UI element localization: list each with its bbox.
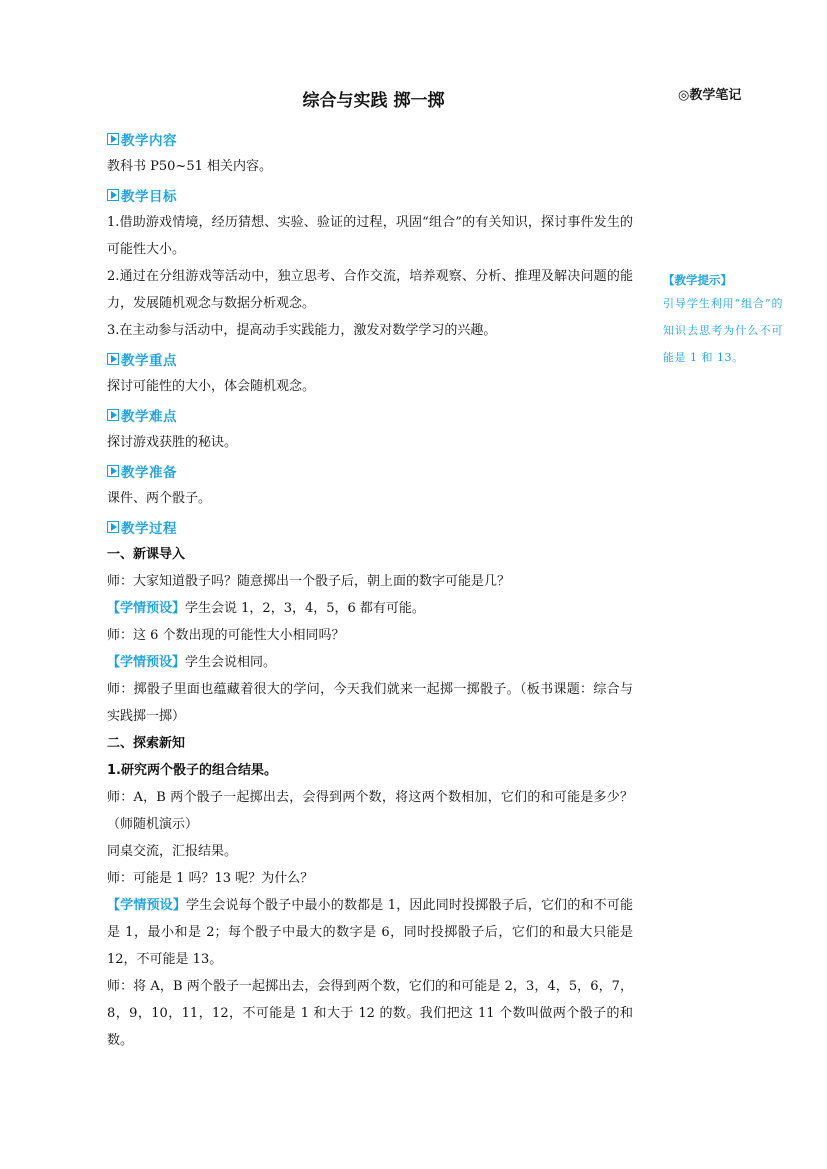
student-prediction-tag: 【学情预设】 xyxy=(107,898,186,913)
section-heading-key-points: 教学重点 xyxy=(107,348,633,370)
teaching-tip-text: 引导学生利用“组合”的知识去思考为什么不可能是 1 和 13。 xyxy=(663,297,783,364)
paragraph: 师：将 A，B 两个骰子一起掷出去，会得到两个数，它们的和可能是 2，3，4，5，6，7，8，9，10，11，12，不可能是 1 和大于 12 的数。我们把这 11 个数叫做两个骰子的和数。 xyxy=(107,979,633,1048)
play-triangle-icon xyxy=(107,409,119,421)
paragraph: 师：可能是 1 吗？13 呢？为什么？ xyxy=(107,871,314,886)
section-heading-process: 教学过程 xyxy=(107,516,633,538)
student-prediction-tag: 【学情预设】 xyxy=(107,601,186,616)
paragraph: 师：A，B 两个骰子一起掷出去，会得到两个数，将这两个数相加，它们的和可能是多少？（师随机演示） xyxy=(107,790,633,832)
section-heading-content: 教学内容 xyxy=(107,128,633,150)
paragraph: 师：这 6 个数出现的可能性大小相同吗？ xyxy=(107,628,345,643)
paragraph: 【学情预设】学生会说每个骰子中最小的数都是 1，因此同时投掷骰子后，它们的和不可能是 1，最小和是 2；每个骰子中最大的数字是 6，同时投掷骰子后，它们的和最大只能是 12，不可能是 13。 xyxy=(107,898,633,967)
goal-item: 3.在主动参与活动中，提高动手实践能力，激发对数学学习的兴趣。 xyxy=(107,323,497,338)
play-triangle-icon xyxy=(107,189,119,201)
key-points-text: 探讨可能性的大小，体会随机观念。 xyxy=(107,379,316,394)
content-text: 教科书 P50~51 相关内容。 xyxy=(107,159,272,174)
section-heading-difficulties: 教学难点 xyxy=(107,404,633,426)
paragraph: 师：大家知道骰子吗？随意掷出一个骰子后，朝上面的数字可能是几？ xyxy=(107,574,511,589)
paragraph: 师：掷骰子里面也蕴藏着很大的学问，今天我们就来一起掷一掷骰子。（板书课题：综合与实践掷一掷） xyxy=(107,682,633,724)
page-title: 综合与实践 掷一掷 xyxy=(302,91,445,111)
play-triangle-icon xyxy=(107,521,119,533)
sub-title: 1.研究两个骰子的组合结果。 xyxy=(107,763,277,778)
section-heading-preparation: 教学准备 xyxy=(107,460,633,482)
paragraph: 【学情预设】学生会说相同。 xyxy=(107,655,277,670)
section-heading-goals: 教学目标 xyxy=(107,184,633,206)
goal-item: 2.通过在分组游戏等活动中，独立思考、合作交流，培养观察、分析、推理及解决问题的能力，发展随机观念与数据分析观念。 xyxy=(107,269,633,311)
lesson-body xyxy=(107,124,633,1054)
paragraph: 【学情预设】学生会说 1，2，3，4，5，6 都有可能。 xyxy=(107,601,425,616)
teaching-tip xyxy=(663,270,783,371)
preparation-text: 课件、两个骰子。 xyxy=(107,491,212,506)
difficulties-text: 探讨游戏获胜的秘诀。 xyxy=(107,435,238,450)
teaching-tip-title: 【教学提示】 xyxy=(663,273,732,287)
paragraph: 同桌交流，汇报结果。 xyxy=(107,844,238,859)
part-title: 二、探索新知 xyxy=(107,736,186,751)
part-title: 一、新课导入 xyxy=(107,547,186,562)
goal-item: 1.借助游戏情境，经历猜想、实验、验证的过程，巩固“组合”的有关知识，探讨事件发生的可能性大小。 xyxy=(107,215,633,257)
play-triangle-icon xyxy=(107,465,119,477)
teaching-notes-label: ◎教学笔记 xyxy=(678,88,742,103)
play-triangle-icon xyxy=(107,133,119,145)
student-prediction-tag: 【学情预设】 xyxy=(107,655,186,670)
play-triangle-icon xyxy=(107,353,119,365)
